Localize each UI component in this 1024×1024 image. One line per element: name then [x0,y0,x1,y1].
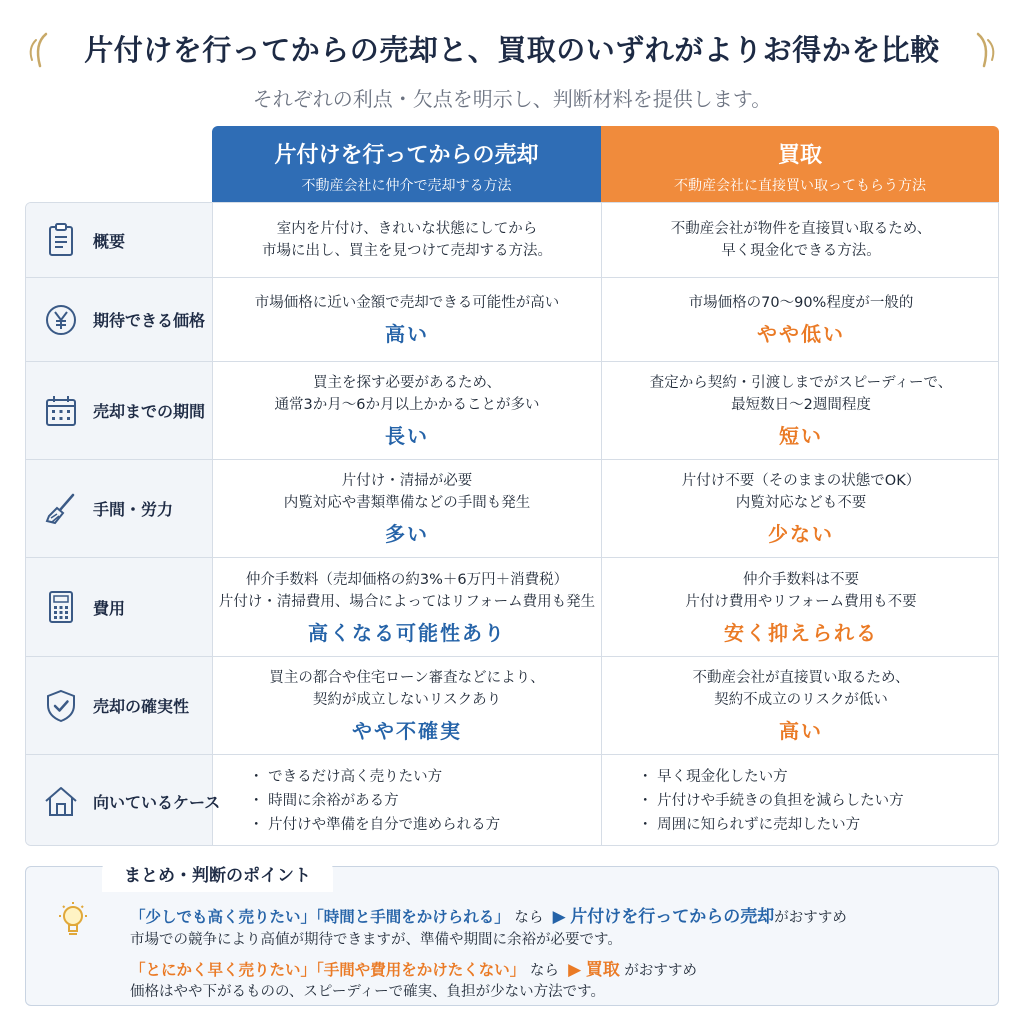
cell-text: 片付け費用やリフォーム費用も不要 [685,593,917,610]
column-header-buy [601,126,999,202]
summary-buy-line [130,955,697,980]
comparison-table [25,202,999,846]
calendar-icon [43,393,79,429]
row-label: 売却までの期間 [93,402,206,421]
summary-buy-note: 価格はやや下がるものの、スピーディーで確実、負担が少ない方法です。 [130,984,606,1000]
list-item: ・ 片付けや手続きの負担を減らしたい方 [638,793,904,809]
buy-cell [602,203,999,277]
list-item: ・ できるだけ高く売りたい方 [249,769,443,785]
sell-cell [213,362,602,459]
column-title-buy: 買取 [777,143,822,168]
cell-text: 最短数日〜2週間程度 [731,397,871,413]
cell-text: 市場価格に近い金額で売却できる可能性が高い [254,295,560,311]
shield-check-icon [43,688,79,724]
buy-verdict: 短い [779,424,823,448]
table-row-suitable-cases [26,754,999,846]
row-label: 手間・労力 [93,500,174,519]
list-item: ・ 周囲に知られずに売却したい方 [638,817,861,833]
cell-text: 早く現金化できる方法。 [721,243,881,259]
clipboard-icon [43,222,79,258]
sell-verdict: やや不確実 [352,719,462,743]
buy-cell [602,558,999,656]
table-row-price [26,277,999,361]
cell-text: 内覧対応なども不要 [735,495,867,511]
decorative-accent-right-icon [972,30,998,70]
row-label: 期待できる価格 [93,311,206,330]
buy-cell [602,460,999,557]
buy-cell [602,362,999,459]
table-row-effort [26,459,999,557]
row-label-cell [26,657,213,754]
summary-box [25,866,999,1006]
list-item: ・ 早く現金化したい方 [638,769,788,785]
row-label: 向いているケース [93,792,221,812]
cell-text: 買主の都合や住宅ローン審査などにより、 [269,670,545,686]
buy-verdict: やや低い [757,322,845,346]
yen-icon [43,302,79,338]
cell-text: 内覧対応や書類準備などの手間も発生 [283,495,531,511]
buy-cell [602,657,999,754]
cell-text: 片付け・清掃費用、場合によってはリフォーム費用も発生 [218,593,596,610]
cell-text: 片付け不要（そのままの状態でOK） [681,473,921,489]
summary-sell-note: 市場での競争により高値が期待できますが、準備や期間に余裕が必要です。 [130,932,622,948]
buy-cell [602,755,999,846]
row-label: 概要 [93,231,126,251]
connector-text: なら [514,910,544,926]
cell-text: 仲介手数料（売却価格の約3%＋6万円＋消費税） [245,571,569,588]
list-item: ・ 時間に余裕がある方 [249,793,399,809]
buy-verdict: 高い [779,719,823,743]
sell-verdict: 長い [385,424,429,448]
summary-sell-line [130,902,847,927]
house-icon [43,783,79,819]
connector-text: なら [529,963,559,979]
cell-text: 通常3か月〜6か月以上かかることが多い [274,397,540,413]
sell-cell [213,278,602,361]
buy-recommendation: 買取 [585,960,620,980]
buy-cell [602,278,999,361]
row-label-cell [26,278,213,361]
row-label-cell [26,362,213,459]
table-row-period [26,361,999,459]
sell-cell [213,460,602,557]
row-label-cell [26,755,221,846]
summary-title: まとめ・判断のポイント [102,853,333,892]
page-subtitle: それぞれの利点・欠点を明示し、判断材料を提供します。 [252,87,772,111]
column-subtitle-buy: 不動産会社に直接買い取ってもらう方法 [674,178,926,194]
cell-text: 室内を片付け、きれいな状態にしてから [276,221,538,237]
cell-text: 契約が成立しないリスクあり [312,692,502,708]
row-label-cell [26,558,213,656]
sell-cell [213,558,602,656]
recommend-suffix: がおすすめ [624,963,698,979]
column-header-sell [212,126,601,202]
lightbulb-icon [56,901,90,941]
cell-text: 不動産会社が直接買い取るため、 [692,670,910,686]
sell-verdict: 高い [385,322,429,346]
cell-text: 買主を探す必要があるため、 [313,375,501,391]
sell-condition: 「少しでも高く売りたい」「時間と手間をかけられる」 [130,908,510,926]
recommend-suffix: がおすすめ [774,910,847,926]
cell-text: 査定から契約・引渡しまでがスピーディーで、 [649,375,953,391]
sell-cell [213,203,602,277]
buy-verdict: 安く抑えられる [724,620,878,645]
list-item: ・ 片付けや準備を自分で進められる方 [249,817,501,833]
column-title-sell: 片付けを行ってからの売却 [274,143,539,168]
cell-text: 市場に出し、買主を見つけて売却する方法。 [262,243,552,259]
table-row-certainty [26,656,999,754]
buy-condition: 「とにかく早く売りたい」「手間や費用をかけたくない」 [130,961,526,979]
buy-verdict: 少ない [768,522,834,546]
row-label: 売却の確実性 [93,697,190,716]
arrow-right-icon: ▶ [552,907,566,927]
arrow-right-icon: ▶ [568,960,582,980]
sell-cell [213,657,602,754]
sell-recommendation: 片付けを行ってからの売却 [570,907,775,927]
cell-text: 市場価格の70〜90%程度が一般的 [688,295,914,311]
sell-cell [213,755,602,846]
calculator-icon [43,589,79,625]
row-label: 費用 [93,598,126,618]
sell-verdict: 多い [385,522,429,546]
row-label-cell [26,460,213,557]
table-row-cost [26,557,999,656]
column-subtitle-sell: 不動産会社に仲介で売却する方法 [301,178,512,194]
table-row-overview [26,203,999,277]
cell-text: 仲介手数料は不要 [743,571,859,588]
row-label-cell [26,203,213,277]
sell-verdict: 高くなる可能性あり [308,620,506,645]
cell-text: 契約不成立のリスクが低い [714,692,888,708]
page-title: 片付けを行ってからの売却と、買取のいずれがよりお得かを比較 [84,33,940,67]
broom-icon [43,491,79,527]
cell-text: 片付け・清掃が必要 [341,473,473,489]
cell-text: 不動産会社が物件を直接買い取るため、 [670,221,932,237]
